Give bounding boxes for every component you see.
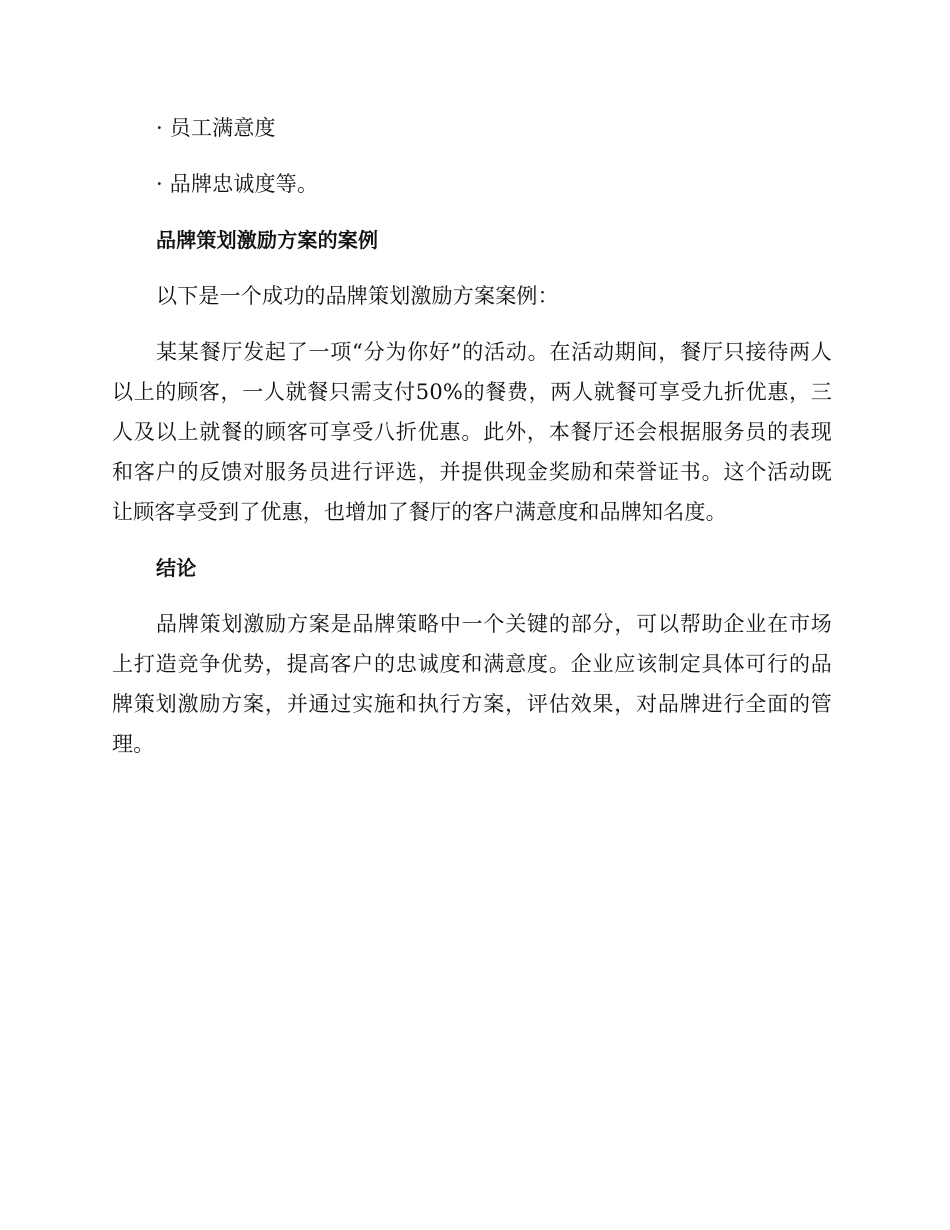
case-intro-paragraph: 以下是一个成功的品牌策划激励方案案例： bbox=[156, 284, 559, 308]
conclusion-paragraph: 品牌策划激励方案是品牌策略中一个关键的部分，可以帮助企业在市场上打造竞争优势，提高客户的忠诚度和满意度。企业应该制定具体可行的品牌策划激励方案，并通过实施和执行方案，评估效果，对品牌进行全面的管理。 bbox=[112, 612, 832, 756]
bullet-brand-loyalty: · 品牌忠诚度等。 bbox=[156, 172, 319, 196]
bullet-employee-satisfaction: · 员工满意度 bbox=[156, 116, 276, 140]
case-section-heading: 品牌策划激励方案的案例 bbox=[156, 228, 379, 252]
document-content bbox=[112, 108, 832, 780]
conclusion-heading: 结论 bbox=[156, 556, 197, 580]
case-body-paragraph: 某某餐厅发起了一项“分为你好”的活动。在活动期间，餐厅只接待两人以上的顾客，一人就餐只需支付50%的餐费，两人就餐可享受九折优惠，三人及以上就餐的顾客可享受八折优惠。此外，本餐厅还会根据服务员的表现和客户的反馈对服务员进行评选，并提供现金奖励和荣誉证书。这个活动既让顾客享受到了优惠，也增加了餐厅的客户满意度和品牌知名度。 bbox=[112, 340, 832, 524]
